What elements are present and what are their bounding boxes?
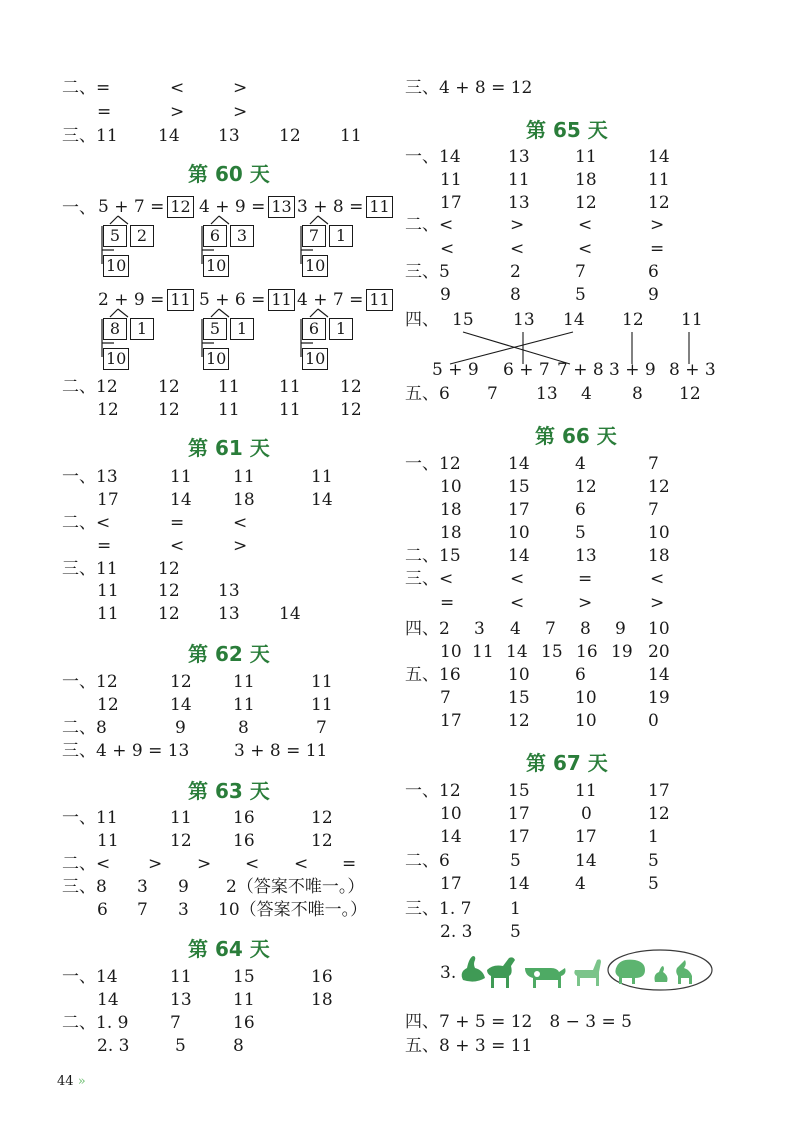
- l-top-r2-a: =: [97, 102, 112, 122]
- d60-r1-b: 12: [158, 377, 180, 397]
- eq-answer-box: 13: [268, 196, 294, 218]
- d60-r1-e: 12: [340, 377, 362, 397]
- d66-r10-c: 6: [575, 665, 586, 685]
- d65-r6-c: 7: [575, 262, 586, 282]
- d61-r2-b: 14: [170, 490, 192, 510]
- d61-r4-a: =: [97, 536, 112, 556]
- d65-r8-c: 13: [536, 384, 558, 404]
- l-top-r2-c: >: [233, 102, 248, 122]
- ten-box: 10: [302, 348, 328, 370]
- d67-r1-c: 11: [575, 781, 597, 801]
- d66-r4-d: 10: [648, 523, 670, 543]
- d63-r2-c: 16: [233, 831, 255, 851]
- d61-r7-c: 13: [218, 604, 240, 624]
- ten-box: 10: [103, 348, 129, 370]
- d65-r5-b: <: [510, 239, 525, 259]
- d61-r7-b: 12: [158, 604, 180, 624]
- d62-r3-a: 二、8: [62, 718, 107, 738]
- d65-r8-a: 五、6: [405, 384, 450, 404]
- d62-r3-b: 9: [175, 718, 186, 738]
- d62-r1-a: 一、12: [62, 672, 118, 692]
- l-top-r3-c: 13: [218, 126, 240, 146]
- d66-r11-a: 7: [440, 688, 451, 708]
- l-top-r3-d: 12: [279, 126, 301, 146]
- d65-r8-e: 8: [632, 384, 643, 404]
- d65-r8-d: 4: [581, 384, 592, 404]
- d66-r8-e: 8: [580, 619, 591, 639]
- day64-title: 第 64 天: [188, 937, 270, 961]
- d67-r4-b: 5: [510, 851, 521, 871]
- d63-r3-a: 二、<: [62, 854, 111, 874]
- split-box-a: 8: [103, 318, 127, 340]
- d66-r8-g: 10: [648, 619, 670, 639]
- d63-r2-b: 12: [170, 831, 192, 851]
- d65-r3-b: 13: [508, 193, 530, 213]
- d65-si-bot-3: 7 + 8: [557, 360, 604, 380]
- d67-r4-c: 14: [575, 851, 597, 871]
- d66-r3-c: 6: [575, 500, 586, 520]
- d66-r5-c: 13: [575, 546, 597, 566]
- l-top-r3-a: 三、11: [62, 126, 118, 146]
- d65-si-bot-5: 8 + 3: [669, 360, 716, 380]
- d64-r2-c: 11: [233, 990, 255, 1010]
- d66-r10-b: 10: [508, 665, 530, 685]
- goat-icon: [574, 959, 601, 986]
- d66-r9-e: 16: [576, 642, 598, 662]
- d67-r2-b: 17: [508, 804, 530, 824]
- d63-r3-b: >: [148, 854, 163, 874]
- d63-r2-d: 12: [311, 831, 333, 851]
- d60-r2-c: 11: [218, 400, 240, 420]
- d61-r2-d: 14: [311, 490, 333, 510]
- l-top-r1-b: <: [170, 78, 185, 98]
- d65-si-top-3: 14: [563, 310, 585, 330]
- eq-expr: 5 + 6 =: [199, 290, 266, 310]
- split-box-b: 2: [130, 225, 154, 247]
- d67-r2-c: 0: [581, 804, 592, 824]
- d64-r3-c: 16: [233, 1013, 255, 1033]
- d63-r4-b: 3: [137, 877, 148, 897]
- d67-r5-c: 4: [575, 874, 586, 894]
- d66-r9-g: 20: [648, 642, 670, 662]
- d65-r4-b: >: [510, 215, 525, 235]
- d66-r8-a: 四、2: [405, 619, 450, 639]
- d67-r4-d: 5: [648, 851, 659, 871]
- d64-r1-d: 16: [311, 967, 333, 987]
- split-box-a: 5: [203, 318, 227, 340]
- d61-r1-c: 11: [233, 467, 255, 487]
- day66-title: 第 66 天: [535, 424, 617, 448]
- r-top: 三、4 + 8 = 12: [405, 78, 533, 98]
- ten-box: 10: [203, 255, 229, 277]
- d64-r3-a: 二、1. 9: [62, 1013, 129, 1033]
- d67-r9: 四、7 + 5 = 12 8 − 3 = 5: [405, 1012, 632, 1032]
- d66-r5-d: 18: [648, 546, 670, 566]
- d61-r7-d: 14: [279, 604, 301, 624]
- day67-title: 第 67 天: [526, 751, 608, 775]
- d60-r2-e: 12: [340, 400, 362, 420]
- dog-icon: [676, 960, 692, 984]
- d64-r4-a: 2. 3: [97, 1036, 130, 1056]
- split-box-a: 6: [302, 318, 326, 340]
- d66-r8-d: 7: [545, 619, 556, 639]
- l-top-r2-b: >: [170, 102, 185, 122]
- d67-r3-a: 14: [440, 827, 462, 847]
- d61-r4-c: >: [233, 536, 248, 556]
- d67-r5-b: 14: [508, 874, 530, 894]
- d66-r6-b: <: [510, 569, 525, 589]
- d66-r12-b: 12: [508, 711, 530, 731]
- d63-r4-d: 2（答案不唯一。）: [226, 877, 365, 897]
- d61-r3-b: =: [170, 513, 185, 533]
- day60-label-1: 一、: [62, 198, 96, 218]
- d60-r2-a: 12: [97, 400, 119, 420]
- d67-r10: 五、8 + 3 = 11: [405, 1036, 533, 1056]
- d67-r5-d: 5: [648, 874, 659, 894]
- goose-icon: [462, 956, 485, 982]
- l-top-r3-e: 11: [340, 126, 362, 146]
- d66-r3-d: 7: [648, 500, 659, 520]
- d64-r2-d: 18: [311, 990, 333, 1010]
- day62-title: 第 62 天: [188, 642, 270, 666]
- d67-r4-a: 二、6: [405, 851, 450, 871]
- d65-si-label: 四、: [405, 310, 439, 330]
- d62-r4-a: 三、4 + 9 = 13: [62, 741, 190, 761]
- d65-r7-a: 9: [440, 285, 451, 305]
- d64-r1-b: 11: [170, 967, 192, 987]
- d64-r4-c: 8: [233, 1036, 244, 1056]
- eq-expr: 5 + 7 =: [98, 197, 165, 217]
- d65-r4-d: >: [650, 215, 665, 235]
- d66-r8-f: 9: [615, 619, 626, 639]
- split-box-b: 1: [130, 318, 154, 340]
- l-top-r1-a: 二、=: [62, 78, 111, 98]
- d66-r9-a: 10: [440, 642, 462, 662]
- d63-r1-c: 16: [233, 808, 255, 828]
- d66-r5-a: 二、15: [405, 546, 461, 566]
- d63-r5-a: 6: [97, 900, 108, 920]
- d64-r1-a: 一、14: [62, 967, 118, 987]
- d65-r5-a: <: [440, 239, 455, 259]
- d63-r1-d: 12: [311, 808, 333, 828]
- pig-icon: [615, 960, 645, 984]
- d61-r1-b: 11: [170, 467, 192, 487]
- d66-r10-d: 14: [648, 665, 670, 685]
- d66-r12-a: 17: [440, 711, 462, 731]
- d60-r1-a: 二、12: [62, 377, 118, 397]
- day60-connector-lines: [0, 0, 400, 380]
- d65-si-top-1: 15: [452, 310, 474, 330]
- d61-r6-c: 13: [218, 581, 240, 601]
- d60-r1-c: 11: [218, 377, 240, 397]
- d65-r5-c: <: [578, 239, 593, 259]
- animal-row-illustration: [455, 946, 715, 994]
- d66-r10-a: 五、16: [405, 665, 461, 685]
- d63-r5-c: 3: [178, 900, 189, 920]
- page-number: [57, 1071, 86, 1093]
- d67-r3-c: 17: [575, 827, 597, 847]
- d61-r1-d: 11: [311, 467, 333, 487]
- d65-r4-c: <: [578, 215, 593, 235]
- day63-title: 第 63 天: [188, 779, 270, 803]
- d65-r2-c: 18: [575, 170, 597, 190]
- d62-r3-d: 7: [316, 718, 327, 738]
- d66-r11-b: 15: [508, 688, 530, 708]
- d64-r1-c: 15: [233, 967, 255, 987]
- d65-r2-d: 11: [648, 170, 670, 190]
- d65-r8-b: 7: [487, 384, 498, 404]
- d66-r9-c: 14: [506, 642, 528, 662]
- chevron-right-icon: »: [77, 1074, 86, 1089]
- d61-r3-a: 二、<: [62, 513, 111, 533]
- d63-r1-a: 一、11: [62, 808, 118, 828]
- d62-r4-b: 3 + 8 = 11: [234, 741, 328, 761]
- d65-r6-d: 6: [648, 262, 659, 282]
- d66-r12-c: 10: [575, 711, 597, 731]
- d67-r3-b: 17: [508, 827, 530, 847]
- d63-r3-d: <: [245, 854, 260, 874]
- d66-r6-d: <: [650, 569, 665, 589]
- d64-r2-a: 14: [97, 990, 119, 1010]
- d65-r5-d: =: [650, 239, 665, 259]
- d64-r2-b: 13: [170, 990, 192, 1010]
- d66-r6-c: =: [578, 569, 593, 589]
- d65-si-bot-4: 3 + 9: [609, 360, 656, 380]
- eq-answer-box: 11: [167, 289, 193, 311]
- d65-r6-a: 三、5: [405, 262, 450, 282]
- d66-r8-b: 3: [474, 619, 485, 639]
- d62-r3-c: 8: [238, 718, 249, 738]
- d63-r4-a: 三、8: [62, 877, 107, 897]
- d61-r5-b: 12: [158, 559, 180, 579]
- d62-r1-b: 12: [170, 672, 192, 692]
- d67-r7-a: 2. 3: [440, 922, 473, 942]
- d65-r7-b: 8: [510, 285, 521, 305]
- d65-r3-c: 12: [575, 193, 597, 213]
- d66-r2-d: 12: [648, 477, 670, 497]
- d60-r2-b: 12: [158, 400, 180, 420]
- d67-r3-d: 1: [648, 827, 659, 847]
- d67-r7-b: 5: [510, 922, 521, 942]
- ten-box: 10: [103, 255, 129, 277]
- d66-r1-d: 7: [648, 454, 659, 474]
- d67-r1-a: 一、12: [405, 781, 461, 801]
- d65-r1-a: 一、14: [405, 147, 461, 167]
- d66-r11-d: 19: [648, 688, 670, 708]
- split-box-b: 3: [230, 225, 254, 247]
- d65-r1-b: 13: [508, 147, 530, 167]
- d66-r3-a: 18: [440, 500, 462, 520]
- d63-r1-b: 11: [170, 808, 192, 828]
- split-box-a: 6: [203, 225, 227, 247]
- d62-r2-c: 11: [233, 695, 255, 715]
- d65-r2-b: 11: [508, 170, 530, 190]
- d66-r4-a: 18: [440, 523, 462, 543]
- d66-r1-c: 4: [575, 454, 586, 474]
- d62-r1-d: 11: [311, 672, 333, 692]
- small-bird-icon: [655, 966, 668, 982]
- d66-r1-a: 一、12: [405, 454, 461, 474]
- split-box-b: 1: [329, 225, 353, 247]
- day60-title: 第 60 天: [188, 162, 270, 186]
- d65-r7-d: 9: [648, 285, 659, 305]
- d65-si-top-2: 13: [513, 310, 535, 330]
- d66-r2-b: 15: [508, 477, 530, 497]
- d63-r3-c: >: [197, 854, 212, 874]
- d66-r11-c: 10: [575, 688, 597, 708]
- split-box-a: 5: [103, 225, 127, 247]
- d66-r3-b: 17: [508, 500, 530, 520]
- d65-r3-d: 12: [648, 193, 670, 213]
- eq-answer-box: 11: [268, 289, 294, 311]
- d65-r4-a: 二、<: [405, 215, 454, 235]
- d61-r6-a: 11: [97, 581, 119, 601]
- d63-r2-a: 11: [97, 831, 119, 851]
- d67-r8-label: 3.: [440, 963, 457, 983]
- d61-r5-a: 三、11: [62, 559, 118, 579]
- cow-icon: [525, 968, 566, 988]
- eq-answer-box: 12: [167, 196, 193, 218]
- d62-r2-a: 12: [97, 695, 119, 715]
- d62-r2-b: 14: [170, 695, 192, 715]
- d61-r6-b: 12: [158, 581, 180, 601]
- ten-box: 10: [302, 255, 328, 277]
- d60-r1-d: 11: [279, 377, 301, 397]
- horse-icon: [487, 957, 515, 988]
- split-box-a: 7: [302, 225, 326, 247]
- d65-r7-c: 5: [575, 285, 586, 305]
- d67-r1-d: 17: [648, 781, 670, 801]
- d64-r3-b: 7: [170, 1013, 181, 1033]
- d63-r5-d: 10（答案不唯一。）: [218, 900, 368, 920]
- eq-expr: 4 + 9 =: [199, 197, 266, 217]
- d65-si-top-4: 12: [622, 310, 644, 330]
- d63-r3-f: =: [342, 854, 357, 874]
- d66-r7-d: >: [650, 593, 665, 613]
- d67-r2-a: 10: [440, 804, 462, 824]
- d65-r1-d: 14: [648, 147, 670, 167]
- d66-r8-c: 4: [510, 619, 521, 639]
- d67-r6-a: 三、1. 7: [405, 899, 472, 919]
- eq-expr: 2 + 9 =: [98, 290, 165, 310]
- d63-r3-e: <: [294, 854, 309, 874]
- d61-r7-a: 11: [97, 604, 119, 624]
- d62-r2-d: 11: [311, 695, 333, 715]
- d66-r9-b: 11: [472, 642, 494, 662]
- d66-r12-d: 0: [648, 711, 659, 731]
- d66-r2-a: 10: [440, 477, 462, 497]
- d61-r4-b: <: [170, 536, 185, 556]
- d67-r2-d: 12: [648, 804, 670, 824]
- d61-r3-c: <: [233, 513, 248, 533]
- day61-title: 第 61 天: [188, 436, 270, 460]
- d61-r2-c: 18: [233, 490, 255, 510]
- d66-r7-c: >: [578, 593, 593, 613]
- eq-expr: 4 + 7 =: [297, 290, 364, 310]
- split-box-b: 1: [230, 318, 254, 340]
- page-number-text: 44: [57, 1074, 74, 1089]
- d66-r6-a: 三、<: [405, 569, 454, 589]
- eq-expr: 3 + 8 =: [297, 197, 364, 217]
- d66-r7-b: <: [510, 593, 525, 613]
- d60-r2-d: 11: [279, 400, 301, 420]
- d65-si-bot-2: 6 + 7: [503, 360, 550, 380]
- d66-r9-f: 19: [611, 642, 633, 662]
- d66-r7-a: =: [440, 593, 455, 613]
- d66-r5-b: 14: [508, 546, 530, 566]
- l-top-r1-c: >: [233, 78, 248, 98]
- day65-title: 第 65 天: [526, 118, 608, 142]
- d62-r1-c: 11: [233, 672, 255, 692]
- l-top-r3-b: 14: [158, 126, 180, 146]
- d65-r3-a: 17: [440, 193, 462, 213]
- d65-r2-a: 11: [440, 170, 462, 190]
- eq-answer-box: 11: [366, 196, 392, 218]
- d65-si-top-5: 11: [681, 310, 703, 330]
- d65-r8-f: 12: [679, 384, 701, 404]
- d66-r4-c: 5: [575, 523, 586, 543]
- d61-r1-a: 一、13: [62, 467, 118, 487]
- eq-answer-box: 11: [366, 289, 392, 311]
- d66-r2-c: 12: [575, 477, 597, 497]
- d63-r4-c: 9: [178, 877, 189, 897]
- split-box-b: 1: [329, 318, 353, 340]
- d67-r5-a: 17: [440, 874, 462, 894]
- d64-r4-b: 5: [175, 1036, 186, 1056]
- d66-r9-d: 15: [541, 642, 563, 662]
- d65-si-bot-1: 5 + 9: [432, 360, 479, 380]
- d67-r1-b: 15: [508, 781, 530, 801]
- d66-r4-b: 10: [508, 523, 530, 543]
- d65-r1-c: 11: [575, 147, 597, 167]
- d63-r5-b: 7: [137, 900, 148, 920]
- ten-box: 10: [203, 348, 229, 370]
- d65-r6-b: 2: [510, 262, 521, 282]
- d67-r6-b: 1: [510, 899, 521, 919]
- d61-r2-a: 17: [97, 490, 119, 510]
- d66-r1-b: 14: [508, 454, 530, 474]
